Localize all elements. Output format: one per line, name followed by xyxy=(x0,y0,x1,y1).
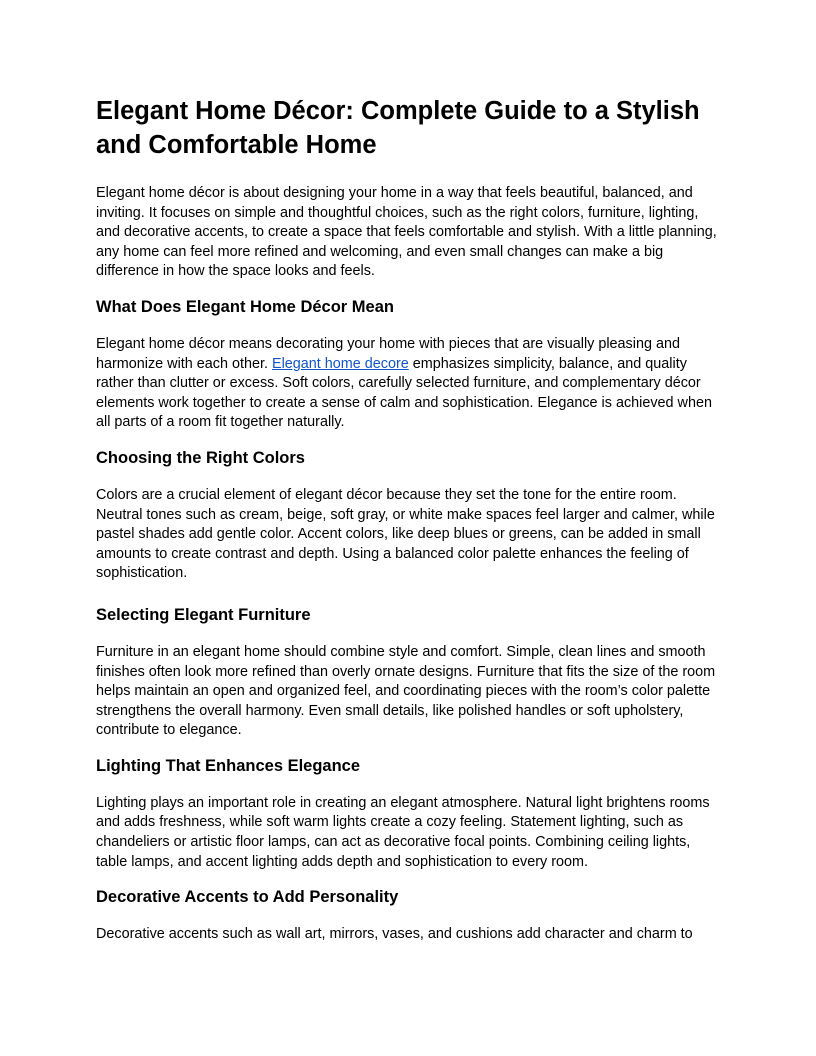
section-paragraph-lighting: Lighting plays an important role in creating an elegant atmosphere. Natural light brightens rooms and adds freshness, while soft warm lights create a cozy feeling. Statement lighting, such as chandeliers or artistic floor lamps, can act as decorative focal points. Combining ceiling lights, table lamps, and accent lighting adds depth and sophistication to every room. xyxy=(96,794,710,870)
section-heading-accents: Decorative Accents to Add Personality xyxy=(96,888,399,907)
document-body xyxy=(96,94,724,959)
section-paragraph-accents: Decorative accents such as wall art, mirrors, vases, and cushions add character and charm to xyxy=(96,926,693,943)
section-paragraph-furniture: Furniture in an elegant home should combine style and comfort. Simple, clean lines and smooth finishes often look more refined than overly ornate designs. Furniture that fits the size of the room helps maintain an open and organized feel, and coordinating pieces with the room’s color palette strengthens the overall harmony. Even small details, like polished handles or soft upholstery, contribute to elegance. xyxy=(96,643,716,739)
section-heading-meaning: What Does Elegant Home Décor Mean xyxy=(96,297,394,316)
section-paragraph-colors: Colors are a crucial element of elegant décor because they set the tone for the entire room. Neutral tones such as cream, beige, soft gray, or white make spaces feel larger and calmer, while pastel shades add gentle color. Accent colors, like deep blues or greens, can be added in small amounts to create contrast and depth. Using a balanced color palette enhances the feeling of sophistication. xyxy=(96,486,715,582)
section-heading-colors: Choosing the Right Colors xyxy=(96,448,305,467)
elegant-home-decore-link[interactable]: Elegant home decore xyxy=(271,355,409,372)
section-paragraph-meaning xyxy=(96,335,724,433)
paragraph-text: Elegant home décor means decorating your home with pieces that are visually pleasing and harmonize with each other. xyxy=(96,335,680,372)
intro-paragraph: Elegant home décor is about designing your home in a way that feels beautiful, balanced, and inviting. It focuses on simple and thoughtful choices, such as the right colors, furniture, lighting, and decorative accents, to create a space that feels comfortable and stylish. With a little planning, any home can feel more refined and welcoming, and even small changes can make a big difference in how the space looks and feels. xyxy=(96,185,717,280)
section-heading-furniture: Selecting Elegant Furniture xyxy=(96,605,311,624)
section-heading-lighting: Lighting That Enhances Elegance xyxy=(96,756,361,775)
document-title: Elegant Home Décor: Complete Guide to a Stylish and Comfortable Home xyxy=(96,97,700,159)
paragraph-text: emphasizes simplicity, balance, and quality rather than clutter or excess. Soft colors, carefully selected furniture, and complementary décor elements work together to create a sense of calm and sophistication. Elegance is achieved when all parts of a room fit together naturally. xyxy=(96,355,712,431)
